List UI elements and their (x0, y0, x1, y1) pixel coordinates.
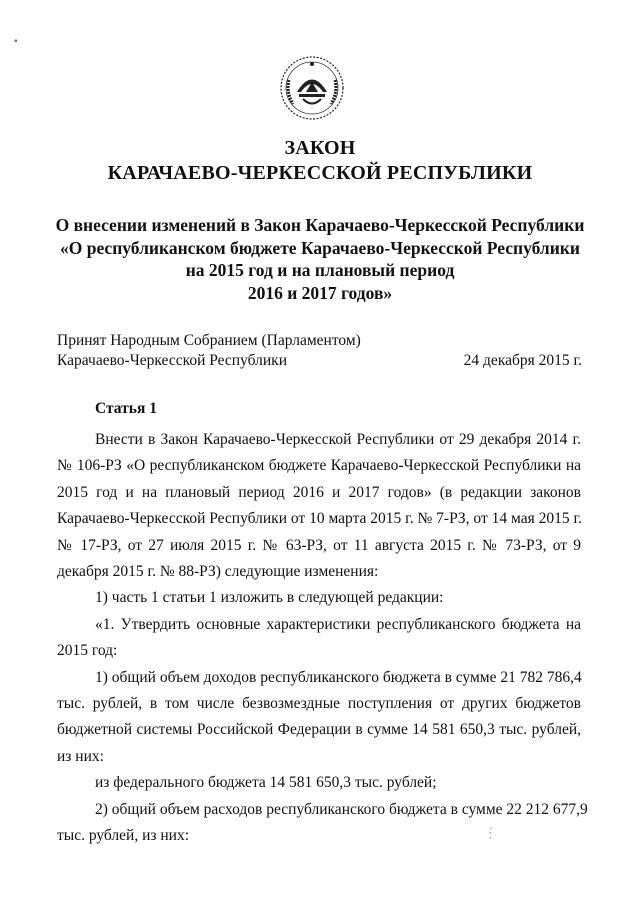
text-line: «1. Утвердить основные характеристики республиканского бюджета на (95, 615, 581, 633)
text-line: бюджетной системы Российской Федерации в сумме 14 581 650,3 тыс. рублей, (57, 721, 581, 739)
adoption-info (57, 331, 361, 371)
adoption-line1: Принят Народным Собранием (Парламентом) (57, 332, 361, 349)
scan-speck: ▪ (14, 36, 18, 47)
subtitle-line: О внесении изменений в Закон Карачаево-Черкесской Республики (55, 215, 585, 235)
text-line: 1) общий объем доходов республиканского бюджета в сумме 21 782 786,4 (95, 668, 582, 686)
subtitle-line: на 2015 год и на плановый период (185, 260, 455, 280)
text-line: из них: (57, 747, 104, 765)
paragraph-4 (57, 665, 581, 771)
text-line: декабря 2015 г. № 88-РЗ) следующие изменения: (57, 563, 379, 581)
text-line: 2015 год и на плановый период 2016 и 2017 годов» (в редакции законов (57, 483, 581, 501)
text-line: Внести в Закон Карачаево-Черкесской Республики от 29 декабря 2014 г. (95, 431, 581, 448)
law-subtitle (40, 214, 600, 304)
paragraph-6 (57, 797, 588, 850)
text-line: тыс. рублей, в том числе безвозмездные поступления от других бюджетов (57, 695, 581, 713)
subtitle-line: 2016 и 2017 годов» (247, 282, 393, 303)
paragraph-3 (57, 612, 581, 665)
text-line: 2015 год: (57, 642, 118, 660)
text-line: Карачаево-Черкесской Республики от 10 марта 2015 г. № 7-РЗ, от 14 мая 2015 г. (57, 510, 582, 528)
text-line: № 17-РЗ, от 27 июля 2015 г. № 63-РЗ, от 11 августа 2015 г. № 73-РЗ, от 9 (57, 536, 581, 554)
scan-speck: ⋰ (483, 826, 499, 841)
subtitle-line: «О республиканском бюджете Карачаево-Черкесской Республики (59, 237, 580, 258)
text-line: 2) общий объем расходов республиканского бюджета в сумме 22 212 677,9 (95, 800, 588, 818)
document-title-line2: КАРАЧАЕВО-ЧЕРКЕССКОЙ РЕСПУБЛИКИ (107, 162, 533, 184)
article-heading: Статья 1 (95, 400, 157, 417)
coat-of-arms-emblem (277, 52, 347, 124)
paragraph-5: из федерального бюджета 14 581 650,3 тыс. рублей; (95, 774, 437, 792)
adoption-line2: Карачаево-Черкесской Республики (57, 352, 287, 369)
text-line: тыс. рублей, из них: (57, 827, 190, 845)
document-title-line1: ЗАКОН (284, 137, 356, 159)
article-body (57, 427, 588, 850)
adoption-date: 24 декабря 2015 г. (463, 352, 582, 369)
paragraph-2: 1) часть 1 статьи 1 изложить в следующей редакции: (95, 589, 444, 607)
paragraph-1 (57, 427, 581, 585)
text-line: № 106-РЗ «О республиканском бюджете Карачаево-Черкесской Республики на (57, 457, 581, 475)
